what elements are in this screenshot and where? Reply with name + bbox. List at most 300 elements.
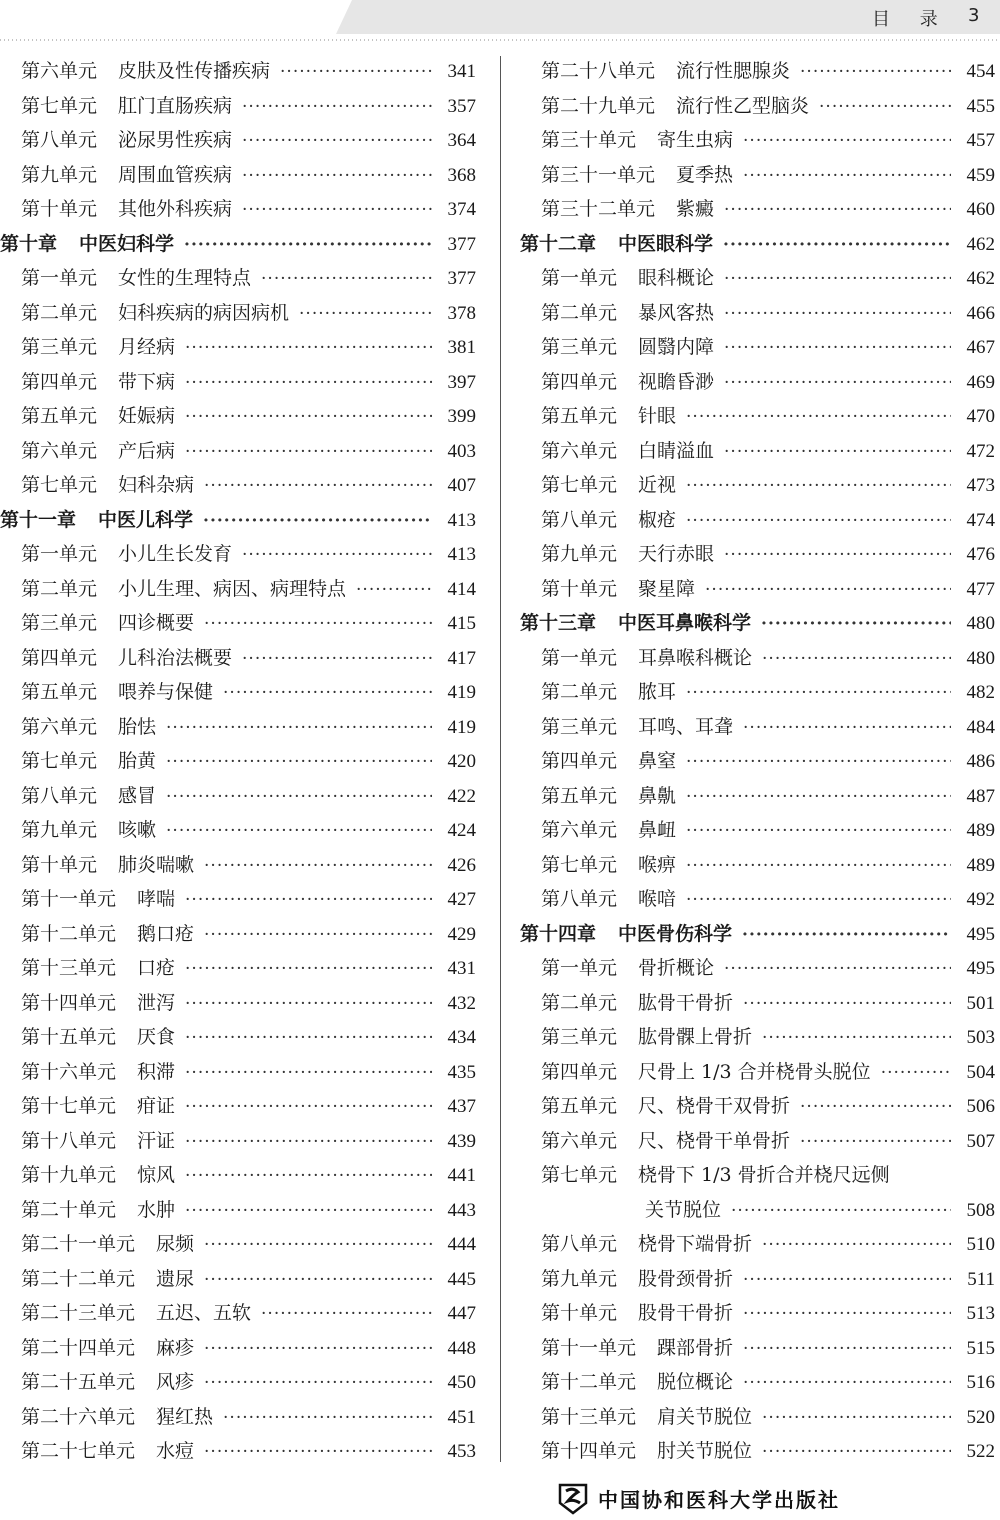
toc-entry-number: 第十一章 — [0, 508, 77, 531]
toc-entry-number: 第一单元 — [541, 646, 618, 669]
toc-entry-number: 第七单元 — [21, 750, 98, 772]
toc-page-number: 341 — [447, 61, 476, 82]
toc-page-number: 450 — [447, 1372, 476, 1393]
toc-entry-title: 麻疹 — [156, 1336, 195, 1359]
toc-unit-row — [0, 365, 476, 400]
toc-leader-dots — [686, 883, 951, 918]
toc-entry-title: 喉喑 — [638, 888, 677, 910]
toc-leader-dots — [743, 124, 951, 159]
toc-entry-number: 第八单元 — [541, 888, 618, 910]
toc-entry-number: 第九单元 — [21, 163, 98, 186]
toc-entry-title: 带下病 — [118, 370, 176, 393]
toc-unit-row — [520, 675, 995, 710]
toc-entry-title: 胎怯 — [118, 715, 157, 738]
column-divider — [500, 56, 501, 1462]
toc-unit-row — [520, 537, 995, 572]
toc-leader-dots — [185, 952, 432, 987]
toc-entry-title: 咳嗽 — [118, 819, 157, 841]
toc-entry-title: 周围血管疾病 — [118, 163, 233, 186]
toc-page-number: 474 — [966, 509, 995, 531]
toc-entry-title: 脱位概论 — [657, 1371, 734, 1393]
toc-page-number: 381 — [447, 337, 476, 358]
toc-entry-number: 第二十四单元 — [21, 1336, 136, 1359]
toc-leader-dots — [185, 1021, 432, 1056]
toc-unit-row — [0, 158, 476, 193]
toc-unit-row — [0, 399, 476, 434]
toc-entry-title: 鼻衄 — [638, 819, 677, 841]
toc-leader-dots — [185, 366, 432, 401]
toc-leader-dots — [800, 1125, 951, 1160]
toc-entry-title: 流行性乙型脑炎 — [676, 94, 810, 117]
toc-entry-title: 遗尿 — [156, 1267, 195, 1290]
toc-entry-title: 暴风客热 — [638, 301, 715, 324]
toc-entry-number: 第十单元 — [21, 853, 98, 876]
toc-entry-number: 第三单元 — [21, 336, 98, 358]
toc-entry-title: 眼科概论 — [638, 267, 715, 289]
toc-unit-row — [0, 641, 476, 676]
toc-leader-dots — [724, 366, 951, 401]
toc-leader-dots — [724, 538, 951, 573]
toc-page-number: 427 — [447, 889, 476, 910]
toc-page-number: 426 — [447, 854, 476, 876]
toc-entry-title: 妊娠病 — [118, 405, 176, 427]
toc-entry-number: 第十五单元 — [21, 1026, 117, 1048]
toc-unit-row — [520, 468, 995, 503]
toc-entry-title: 其他外科疾病 — [118, 198, 233, 220]
toc-entry-title: 桡骨下 1/3 骨折合并桡尺远侧 — [638, 1164, 890, 1186]
toc-entry-title: 尺骨上 1/3 合并桡骨头脱位 — [638, 1060, 871, 1083]
toc-entry-number: 第十二单元 — [21, 922, 117, 945]
toc-unit-row — [520, 1020, 995, 1055]
toc-page-number: 504 — [966, 1061, 995, 1083]
toc-entry-number: 第十单元 — [541, 577, 618, 600]
toc-unit-row — [0, 468, 476, 503]
toc-unit-row — [0, 192, 476, 227]
toc-entry-number: 第一单元 — [541, 267, 618, 289]
toc-unit-row — [520, 848, 995, 883]
toc-entry-title: 圆翳内障 — [638, 336, 715, 358]
publisher-name: 中国协和医科大学出版社 — [598, 1487, 840, 1512]
toc-entry-title: 视瞻昏渺 — [638, 370, 715, 393]
toc-entry-title: 喉痹 — [638, 853, 677, 876]
toc-leader-dots — [184, 228, 432, 263]
toc-leader-dots — [724, 262, 951, 297]
toc-leader-dots — [762, 642, 951, 677]
toc-unit-row — [520, 813, 995, 848]
toc-entry-number: 第三单元 — [541, 1026, 618, 1048]
toc-leader-dots — [242, 538, 432, 573]
toc-entry-number: 第六单元 — [541, 1129, 618, 1152]
toc-leader-dots — [731, 1194, 951, 1229]
toc-entry-title: 寄生虫病 — [657, 129, 734, 151]
toc-entry-number: 第四单元 — [541, 1060, 618, 1083]
toc-page-number: 492 — [966, 889, 995, 910]
toc-unit-row — [0, 1296, 476, 1331]
section-title: 目 录 — [872, 9, 950, 30]
toc-entry-number: 第十六单元 — [21, 1060, 117, 1083]
toc-entry-title: 水痘 — [156, 1440, 195, 1462]
toc-leader-dots — [185, 1056, 432, 1091]
toc-leader-dots — [743, 159, 951, 194]
toc-entry-title: 尺、桡骨干单骨折 — [638, 1129, 791, 1152]
toc-page-number: 420 — [447, 751, 476, 772]
toc-leader-dots — [185, 400, 432, 435]
toc-leader-dots — [223, 676, 432, 711]
toc-leader-dots — [705, 573, 951, 608]
toc-page-number: 482 — [966, 682, 995, 703]
toc-entry-number: 第十单元 — [541, 1302, 618, 1324]
toc-chapter-row — [0, 503, 476, 538]
toc-entry-title: 中医儿科学 — [98, 508, 194, 531]
toc-unit-row — [520, 158, 995, 193]
toc-leader-dots — [723, 228, 951, 263]
toc-leader-dots — [185, 883, 432, 918]
toc-entry-title: 妇科疾病的病因病机 — [118, 301, 290, 324]
toc-right-column — [520, 54, 995, 1469]
header-band-shape — [0, 0, 1000, 42]
toc-leader-dots — [185, 331, 432, 366]
toc-leader-dots — [166, 780, 432, 815]
page-header — [0, 0, 1000, 42]
toc-leader-dots — [743, 987, 951, 1022]
toc-entry-title: 水肿 — [137, 1198, 176, 1221]
toc-leader-dots — [743, 1332, 951, 1367]
toc-leader-dots — [204, 469, 432, 504]
toc-page-number: 413 — [447, 544, 476, 565]
toc-page-number: 419 — [447, 682, 476, 703]
toc-entry-number: 第二单元 — [541, 681, 618, 703]
toc-entry-title: 厌食 — [137, 1026, 176, 1048]
toc-leader-dots — [261, 262, 432, 297]
toc-page-number: 407 — [447, 475, 476, 496]
toc-entry-title: 肺炎喘嗽 — [118, 853, 195, 876]
toc-chapter-row — [0, 227, 476, 262]
toc-entry-number: 第二单元 — [21, 577, 98, 600]
toc-entry-title: 近视 — [638, 474, 677, 496]
toc-entry-number: 第七单元 — [541, 474, 618, 496]
toc-entry-number: 第二十单元 — [21, 1198, 117, 1221]
toc-entry-number: 第三十二单元 — [541, 198, 656, 220]
toc-unit-row — [520, 1158, 995, 1193]
toc-page-number: 462 — [966, 268, 995, 289]
toc-entry-number: 第六单元 — [21, 439, 98, 462]
toc-page-number: 399 — [447, 406, 476, 427]
toc-entry-title: 踝部骨折 — [657, 1336, 734, 1359]
toc-entry-number: 第十三单元 — [541, 1405, 637, 1428]
toc-entry-number: 第十二章 — [520, 232, 597, 255]
toc-page-number: 477 — [966, 578, 995, 600]
toc-entry-title: 鼻窒 — [638, 750, 677, 772]
toc-entry-number: 第十八单元 — [21, 1129, 117, 1152]
toc-leader-dots — [686, 504, 951, 539]
toc-leader-dots — [686, 676, 951, 711]
toc-page-number: 451 — [447, 1406, 476, 1428]
toc-entry-title: 中医骨伤科学 — [618, 922, 733, 945]
toc-entry-number: 第一单元 — [21, 267, 98, 289]
toc-leader-dots — [743, 1366, 951, 1401]
toc-entry-title: 五迟、五软 — [156, 1302, 252, 1324]
toc-entry-title: 产后病 — [118, 439, 176, 462]
toc-unit-row — [0, 1089, 476, 1124]
toc-page-number: 437 — [447, 1096, 476, 1117]
toc-unit-row — [0, 89, 476, 124]
toc-page-number: 429 — [447, 923, 476, 945]
toc-entry-number: 第九单元 — [541, 1267, 618, 1290]
toc-entry-title: 聚星障 — [638, 577, 696, 600]
toc-page-number: 462 — [966, 233, 995, 255]
toc-entry-title: 中医耳鼻喉科学 — [618, 612, 752, 634]
toc-leader-dots — [242, 193, 432, 228]
toc-leader-dots — [762, 1228, 951, 1263]
toc-page-number: 460 — [966, 199, 995, 220]
toc-page-number: 453 — [447, 1441, 476, 1462]
toc-entry-title: 桡骨下端骨折 — [638, 1233, 753, 1255]
toc-leader-dots — [743, 711, 951, 746]
toc-unit-row — [520, 1365, 995, 1400]
toc-entry-title: 哮喘 — [137, 888, 176, 910]
toc-leader-dots — [204, 1263, 432, 1298]
toc-entry-title: 肩关节脱位 — [657, 1405, 753, 1428]
toc-leader-dots — [743, 1297, 951, 1332]
toc-entry-number: 第十章 — [0, 232, 58, 255]
toc-entry-number: 第六单元 — [541, 819, 618, 841]
toc-unit-row — [0, 951, 476, 986]
toc-entry-title: 股骨干骨折 — [638, 1302, 734, 1324]
toc-entry-number: 第二十五单元 — [21, 1371, 136, 1393]
toc-entry-title: 妇科杂病 — [118, 474, 195, 496]
toc-entry-title: 骨折概论 — [638, 957, 715, 979]
toc-entry-number: 第十一单元 — [21, 888, 117, 910]
toc-entry-number: 第四单元 — [21, 370, 98, 393]
toc-page-number: 447 — [447, 1303, 476, 1324]
toc-unit-row — [520, 1227, 995, 1262]
toc-entry-title: 喂养与保健 — [118, 681, 214, 703]
toc-unit-row — [520, 1124, 995, 1159]
toc-unit-row — [520, 951, 995, 986]
toc-unit-row — [0, 54, 476, 89]
toc-entry-number: 第十二单元 — [541, 1371, 637, 1393]
toc-page-number: 470 — [966, 406, 995, 427]
toc-unit-row — [520, 744, 995, 779]
toc-unit-row — [0, 123, 476, 158]
toc-page-number: 424 — [447, 820, 476, 841]
toc-entry-number: 第六单元 — [21, 715, 98, 738]
toc-unit-row — [0, 606, 476, 641]
toc-leader-dots — [724, 952, 951, 987]
toc-unit-row — [0, 986, 476, 1021]
toc-page-number: 467 — [966, 337, 995, 358]
toc-entry-title: 泌尿男性疾病 — [118, 129, 233, 151]
toc-unit-row — [0, 1262, 476, 1297]
toc-entry-title: 儿科治法概要 — [118, 646, 233, 669]
toc-page-number: 501 — [966, 992, 995, 1014]
toc-page-number: 511 — [967, 1268, 995, 1290]
toc-page-number: 414 — [447, 578, 476, 600]
toc-unit-row — [520, 330, 995, 365]
toc-entry-number: 第十四单元 — [21, 991, 117, 1014]
toc-page-number: 459 — [966, 164, 995, 186]
toc-entry-number: 第五单元 — [21, 681, 98, 703]
toc-entry-title: 鼻鼽 — [638, 784, 677, 807]
toc-entry-title: 女性的生理特点 — [118, 267, 252, 289]
toc-page-number: 377 — [447, 233, 476, 255]
toc-page-number: 444 — [447, 1234, 476, 1255]
toc-leader-dots — [724, 331, 951, 366]
toc-leader-dots — [242, 642, 432, 677]
toc-entry-number: 第九单元 — [541, 543, 618, 565]
toc-leader-dots — [762, 1021, 951, 1056]
toc-unit-row — [520, 1296, 995, 1331]
toc-entry-number: 第一单元 — [541, 957, 618, 979]
toc-entry-number: 第九单元 — [21, 819, 98, 841]
toc-entry-title: 风疹 — [156, 1371, 195, 1393]
toc-leader-dots — [185, 987, 432, 1022]
toc-entry-number: 第五单元 — [541, 1095, 618, 1117]
toc-leader-dots — [185, 435, 432, 470]
toc-unit-row — [520, 1434, 995, 1469]
toc-leader-dots — [819, 90, 951, 125]
toc-entry-number: 第三十一单元 — [541, 163, 656, 186]
toc-leader-dots — [204, 1332, 432, 1367]
toc-entry-number: 第一单元 — [21, 543, 98, 565]
toc-leader-dots — [724, 435, 951, 470]
toc-entry-title: 脓耳 — [638, 681, 677, 703]
toc-unit-row — [0, 848, 476, 883]
toc-unit-row — [520, 365, 995, 400]
toc-entry-title: 天行赤眼 — [638, 543, 715, 565]
toc-page-number: 510 — [966, 1234, 995, 1255]
toc-page-number: 489 — [966, 854, 995, 876]
toc-leader-dots — [762, 1435, 951, 1470]
toc-page-number: 503 — [966, 1027, 995, 1048]
toc-leader-dots — [185, 1159, 432, 1194]
toc-entry-title: 口疮 — [137, 957, 176, 979]
toc-unit-row — [520, 1262, 995, 1297]
toc-entry-title: 小儿生理、病因、病理特点 — [118, 577, 347, 600]
toc-entry-title: 肛门直肠疾病 — [118, 94, 233, 117]
toc-page-number: 484 — [966, 716, 995, 738]
toc-unit-row — [0, 1020, 476, 1055]
toc-unit-row — [0, 744, 476, 779]
toc-page-number: 480 — [966, 613, 995, 634]
toc-unit-row — [0, 1434, 476, 1469]
toc-unit-row — [0, 296, 476, 331]
toc-entry-title: 惊风 — [137, 1164, 176, 1186]
toc-entry-number: 第七单元 — [21, 94, 98, 117]
toc-page-number: 435 — [447, 1061, 476, 1083]
toc-entry-title: 肱骨髁上骨折 — [638, 1026, 753, 1048]
toc-unit-row — [520, 1331, 995, 1366]
toc-page-number: 455 — [966, 95, 995, 117]
toc-entry-number: 第十四章 — [520, 922, 597, 945]
toc-unit-row — [0, 917, 476, 952]
toc-entry-title: 汗证 — [137, 1129, 176, 1152]
toc-leader-dots — [185, 1194, 432, 1229]
toc-entry-title: 中医眼科学 — [618, 232, 714, 255]
toc-leader-dots — [204, 849, 432, 884]
toc-entry-title: 椒疮 — [638, 508, 677, 531]
toc-page-number: 469 — [966, 371, 995, 393]
toc-entry-number: 第八单元 — [21, 784, 98, 807]
toc-page-number: 495 — [966, 923, 995, 945]
toc-page-number: 439 — [447, 1130, 476, 1152]
toc-entry-number: 第十三单元 — [21, 957, 117, 979]
toc-entry-number: 第十四单元 — [541, 1440, 637, 1462]
toc-entry-title: 胎黄 — [118, 750, 157, 772]
toc-page-number: 432 — [447, 992, 476, 1014]
toc-leader-dots — [261, 1297, 432, 1332]
toc-entry-number: 第八单元 — [541, 1233, 618, 1255]
toc-unit-row — [0, 1158, 476, 1193]
toc-unit-row — [0, 434, 476, 469]
toc-left-column — [0, 54, 476, 1469]
toc-entry-number: 第四单元 — [541, 750, 618, 772]
toc-page-number: 495 — [966, 958, 995, 979]
toc-leader-dots — [166, 745, 432, 780]
toc-page-number: 515 — [966, 1337, 995, 1359]
toc-unit-row — [520, 1193, 995, 1228]
toc-entry-number: 第二十二单元 — [21, 1267, 136, 1290]
toc-leader-dots — [166, 711, 432, 746]
toc-entry-title: 白睛溢血 — [638, 439, 715, 462]
toc-leader-dots — [686, 780, 951, 815]
toc-leader-dots — [686, 849, 951, 884]
toc-entry-title: 四诊概要 — [118, 612, 195, 634]
toc-entry-number: 第七单元 — [541, 1164, 618, 1186]
toc-leader-dots — [242, 159, 432, 194]
toc-entry-title: 积滞 — [137, 1060, 176, 1083]
toc-entry-title: 月经病 — [118, 336, 176, 358]
toc-entry-title: 尺、桡骨干双骨折 — [638, 1095, 791, 1117]
toc-leader-dots — [724, 193, 951, 228]
toc-entry-title: 耳鼻喉科概论 — [638, 646, 753, 669]
toc-leader-dots — [242, 124, 432, 159]
toc-page-number: 431 — [447, 958, 476, 979]
toc-unit-row — [0, 1055, 476, 1090]
toc-leader-dots — [761, 607, 951, 642]
toc-entry-title: 流行性腮腺炎 — [676, 60, 791, 82]
toc-entry-number: 第二十三单元 — [21, 1302, 136, 1324]
toc-entry-number: 第二十九单元 — [541, 94, 656, 117]
toc-page-number: 507 — [966, 1130, 995, 1152]
toc-entry-title: 尿频 — [156, 1233, 195, 1255]
toc-page-number: 473 — [966, 475, 995, 496]
toc-unit-row — [520, 192, 995, 227]
toc-entry-number: 第七单元 — [21, 474, 98, 496]
toc-page-number: 357 — [447, 95, 476, 117]
toc-leader-dots — [204, 918, 432, 953]
toc-entry-number: 第十单元 — [21, 198, 98, 220]
toc-unit-row — [520, 641, 995, 676]
toc-leader-dots — [881, 1056, 951, 1091]
toc-chapter-row — [520, 917, 995, 952]
toc-leader-dots — [800, 55, 951, 90]
toc-page-number: 378 — [447, 302, 476, 324]
toc-leader-dots — [280, 55, 432, 90]
toc-page-number: 466 — [966, 302, 995, 324]
toc-leader-dots — [166, 814, 432, 849]
toc-entry-number: 第六单元 — [541, 439, 618, 462]
toc-unit-row — [520, 123, 995, 158]
toc-page-number: 419 — [447, 716, 476, 738]
toc-entry-title: 肱骨干骨折 — [638, 991, 734, 1014]
toc-page-number: 489 — [966, 820, 995, 841]
toc-entry-title: 紫癜 — [676, 198, 715, 220]
toc-page-number: 513 — [966, 1303, 995, 1324]
toc-page-number: 413 — [447, 509, 476, 531]
toc-page-number: 422 — [447, 785, 476, 807]
toc-entry-number: 第八单元 — [541, 508, 618, 531]
